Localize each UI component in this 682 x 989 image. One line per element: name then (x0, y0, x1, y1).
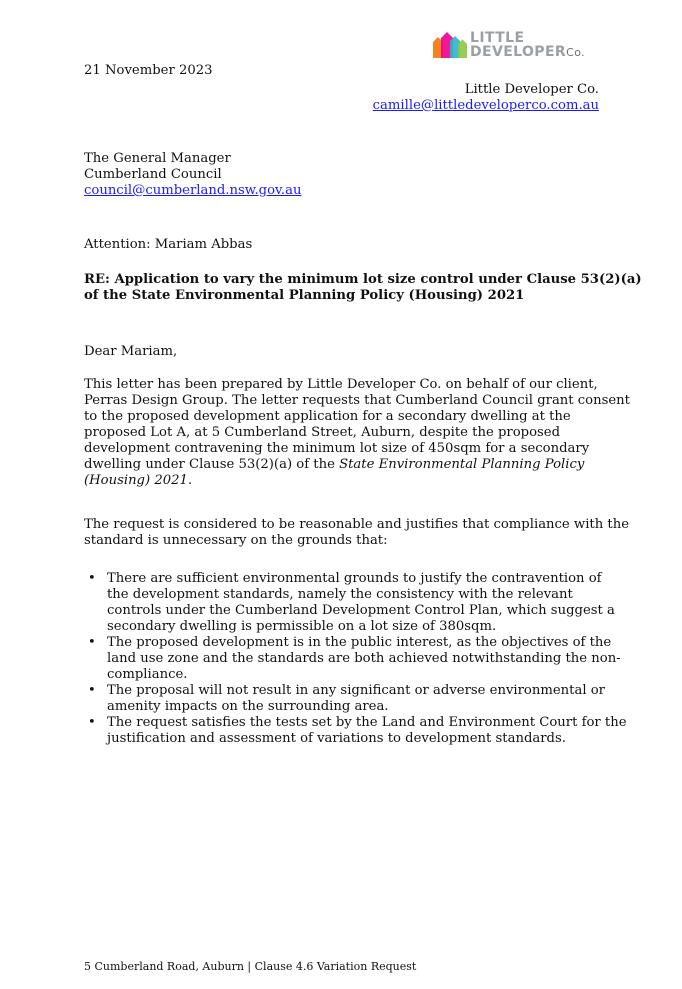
paragraph-line: to the proposed development application for a secondary dwelling at the (84, 409, 571, 424)
subject-line-1: RE: Application to vary the minimum lot size control under Clause 53(2)(a) (84, 272, 642, 287)
paragraph-line (84, 457, 604, 473)
list-item-line: secondary dwelling is permissible on a lot size of 380sqm. (107, 619, 497, 634)
list-item-line: the development standards, namely the consistency with the relevant (107, 587, 573, 602)
sender-block (373, 82, 599, 114)
list-item (84, 571, 615, 635)
list-item-line: The proposal will not result in any significant or adverse environmental or (107, 683, 605, 698)
grounds-bullet-list (84, 571, 627, 747)
list-item-line: compliance. (107, 667, 188, 682)
recipient-email-link[interactable]: council@cumberland.nsw.gov.au (84, 183, 302, 198)
letter-date: 21 November 2023 (84, 63, 213, 78)
bullet-icon: • (88, 683, 96, 698)
sender-name: Little Developer Co. (464, 82, 599, 97)
bullet-icon: • (88, 635, 96, 650)
list-item-line: The proposed development is in the public interest, as the objectives of the (107, 635, 612, 650)
logo-wordmark-co: Co. (566, 46, 586, 59)
paragraph-text: dwelling under Clause 53(2)(a) of the (84, 457, 340, 472)
paragraph-line: The request is considered to be reasonable and justifies that compliance with the (84, 517, 630, 532)
paragraph-line: Perras Design Group. The letter requests that Cumberland Council grant consent (84, 393, 630, 408)
page-footer: 5 Cumberland Road, Auburn | Clause 4.6 Variation Request (84, 960, 417, 973)
list-item (84, 683, 604, 715)
paragraph-text: . (187, 473, 193, 488)
bullet-icon: • (88, 715, 96, 730)
recipient-organisation: Cumberland Council (84, 167, 222, 182)
list-item-line: land use zone and the standards are both achieved notwithstanding the non- (107, 651, 621, 666)
policy-title-italic: (Housing) 2021 (84, 473, 188, 488)
list-item (84, 715, 627, 747)
list-item-line: justification and assessment of variations to development standards. (107, 731, 566, 746)
subject-line-2: of the State Environmental Planning Policy (Housing) 2021 (84, 288, 525, 303)
logo-wordmark-line1: LITTLE (470, 30, 525, 46)
body-paragraph-1 (84, 377, 630, 489)
sender-email-link[interactable]: camille@littledeveloperco.com.au (372, 98, 599, 113)
list-item-line: controls under the Cumberland Development Control Plan, which suggest a (107, 603, 615, 618)
paragraph-line: This letter has been prepared by Little Developer Co. on behalf of our client, (84, 377, 598, 392)
list-item (84, 635, 621, 683)
subject-heading (84, 272, 642, 304)
logo-wordmark-developer: DEVELOPER (470, 44, 567, 60)
bullet-icon: • (88, 571, 96, 586)
recipient-title: The General Manager (84, 151, 231, 166)
paragraph-line: standard is unnecessary on the grounds that: (84, 533, 388, 548)
company-logo (433, 30, 608, 60)
body-paragraph-2 (84, 517, 630, 549)
policy-title-italic: State Environmental Planning Policy (339, 457, 585, 472)
list-item-line: amenity impacts on the surrounding area. (107, 699, 389, 714)
paragraph-line (84, 473, 604, 489)
list-item-line: There are sufficient environmental grounds to justify the contravention of (107, 571, 602, 586)
recipient-block (84, 151, 301, 199)
paragraph-line: proposed Lot A, at 5 Cumberland Street, Auburn, despite the proposed (84, 425, 561, 440)
logo-wordmark-line2 (470, 45, 585, 60)
salutation: Dear Mariam, (84, 344, 178, 359)
attention-line: Attention: Mariam Abbas (84, 237, 253, 252)
paragraph-line: development contravening the minimum lot size of 450sqm for a secondary (84, 441, 590, 456)
list-item-line: The request satisfies the tests set by the Land and Environment Court for the (107, 715, 627, 730)
logo-house-icon (433, 32, 467, 58)
